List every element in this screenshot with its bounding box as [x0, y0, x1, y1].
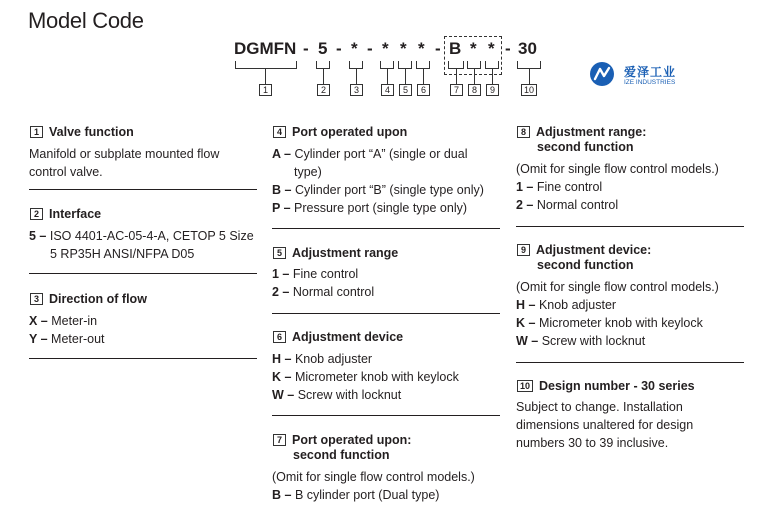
section-6-title — [273, 329, 403, 345]
section-3-title — [30, 291, 147, 307]
code-part-10: 30 — [518, 39, 537, 58]
code-part-4: * — [382, 39, 389, 58]
option-row — [272, 181, 484, 199]
section-7-title — [273, 432, 411, 448]
code-part-9: * — [488, 39, 495, 58]
option-key: K – — [516, 316, 536, 330]
code-part-7: B — [449, 39, 462, 58]
option-row — [516, 178, 602, 196]
option-row — [29, 312, 97, 330]
option-key: W – — [516, 334, 539, 348]
divider — [272, 415, 500, 416]
option-text: Knob adjuster — [294, 352, 373, 366]
option-key: B – — [272, 183, 292, 197]
section-number: 7 — [273, 434, 286, 446]
position-number: 10 — [521, 84, 537, 96]
option-row — [516, 196, 618, 214]
divider — [272, 228, 500, 229]
section-text: dimensions unaltered for design — [516, 418, 694, 432]
bracket — [467, 61, 481, 69]
section-number: 3 — [30, 293, 43, 305]
section-9-title — [517, 242, 651, 258]
option-key: 2 – — [272, 285, 290, 299]
option-text: 5 RP35H ANSI/NFPA D05 — [50, 247, 195, 261]
code-dash: - — [435, 39, 441, 58]
logo-english-name: IZE INDUSTRIES — [624, 79, 676, 86]
position-number: 4 — [381, 84, 394, 96]
option-key: X – — [29, 314, 48, 328]
bracket — [485, 61, 499, 69]
section-7-subtitle: second function — [293, 448, 390, 462]
bracket-stem — [474, 69, 475, 84]
option-row — [516, 314, 703, 332]
section-text: Subject to change. Installation — [516, 400, 683, 414]
position-number: 8 — [468, 84, 481, 96]
option-row — [29, 330, 105, 348]
option-key: 1 – — [516, 180, 534, 194]
section-title-text: Design number - 30 series — [539, 379, 695, 393]
section-number: 10 — [517, 380, 533, 392]
section-number: 4 — [273, 126, 286, 138]
option-key: Y – — [29, 332, 48, 346]
divider — [29, 273, 257, 274]
bracket — [517, 61, 541, 69]
option-text: Normal control — [536, 198, 619, 212]
bracket-stem — [456, 69, 457, 84]
section-title-text: Adjustment device — [292, 330, 404, 344]
code-dash: - — [303, 39, 309, 58]
section-title-text: Adjustment device: — [536, 243, 652, 257]
bracket-stem — [387, 69, 388, 84]
code-dash: - — [367, 39, 373, 58]
option-key: 2 – — [516, 198, 534, 212]
option-text: B cylinder port (Dual type) — [294, 488, 440, 502]
position-number: 9 — [486, 84, 499, 96]
position-number: 3 — [350, 84, 363, 96]
divider — [29, 189, 257, 190]
option-text: Screw with locknut — [541, 334, 646, 348]
option-text: Normal control — [292, 285, 375, 299]
section-title-text: Valve function — [49, 125, 134, 139]
option-key: B – — [272, 488, 292, 502]
bracket — [448, 61, 464, 69]
section-number: 8 — [517, 126, 530, 138]
code-part-3: * — [351, 39, 358, 58]
option-text: Micrometer knob with keylock — [538, 316, 703, 330]
section-title-text: Adjustment range — [292, 246, 399, 260]
section-2-title — [30, 206, 101, 222]
section-10-title — [517, 378, 695, 394]
code-part-6: * — [418, 39, 425, 58]
option-row — [272, 350, 372, 368]
position-number: 1 — [259, 84, 272, 96]
page-title: Model Code — [28, 8, 144, 33]
section-number: 1 — [30, 126, 43, 138]
option-text: Knob adjuster — [538, 298, 617, 312]
section-4-title — [273, 124, 407, 140]
company-logo-icon — [590, 62, 614, 86]
code-part-5: * — [400, 39, 407, 58]
code-dash: - — [505, 39, 511, 58]
section-note: (Omit for single flow control models.) — [272, 470, 475, 484]
bracket-stem — [529, 69, 530, 84]
code-prefix: DGMFN — [234, 39, 297, 58]
section-5-title — [273, 245, 398, 261]
bracket-stem — [265, 69, 266, 84]
bracket-stem — [423, 69, 424, 84]
section-title-text: Port operated upon — [292, 125, 408, 139]
option-text: Micrometer knob with keylock — [294, 370, 459, 384]
section-text: Manifold or subplate mounted flow — [29, 147, 220, 161]
option-key: H – — [516, 298, 536, 312]
code-part-8: * — [470, 39, 477, 58]
option-key: W – — [272, 388, 295, 402]
option-text: Fine control — [292, 267, 359, 281]
code-dash: - — [336, 39, 342, 58]
bracket — [316, 61, 330, 69]
position-number: 6 — [417, 84, 430, 96]
option-text: Cylinder port “B” (single type only) — [294, 183, 484, 197]
section-number: 9 — [517, 244, 530, 256]
section-8-title — [517, 124, 646, 140]
option-text: Cylinder port “A” (single or dual — [294, 147, 468, 161]
option-key: A – — [272, 147, 291, 161]
section-text: numbers 30 to 39 inclusive. — [516, 436, 669, 450]
option-row — [272, 386, 401, 404]
divider — [516, 226, 744, 227]
bracket — [398, 61, 412, 69]
code-part-2: 5 — [318, 39, 328, 58]
option-text: Meter-out — [51, 332, 105, 346]
position-number: 5 — [399, 84, 412, 96]
option-row — [272, 283, 374, 301]
logo-chinese-name: 爱泽工业 — [624, 65, 677, 79]
option-row — [272, 199, 467, 217]
bracket — [349, 61, 363, 69]
divider — [29, 358, 257, 359]
second-function-box — [444, 36, 502, 75]
option-text: Fine control — [536, 180, 603, 194]
option-row — [272, 486, 439, 504]
bracket-stem — [356, 69, 357, 84]
section-8-subtitle: second function — [537, 140, 634, 154]
section-note: (Omit for single flow control models.) — [516, 162, 719, 176]
option-row — [516, 296, 616, 314]
option-key: 1 – — [272, 267, 290, 281]
section-note: (Omit for single flow control models.) — [516, 280, 719, 294]
bracket — [235, 61, 297, 69]
option-row — [272, 265, 358, 283]
section-title-text: Port operated upon: — [292, 433, 412, 447]
option-row — [272, 145, 467, 163]
option-row — [29, 227, 254, 245]
logo-mark-icon — [590, 62, 614, 86]
position-number: 2 — [317, 84, 330, 96]
divider — [272, 313, 500, 314]
position-number: 7 — [450, 84, 463, 96]
option-text: Screw with locknut — [297, 388, 402, 402]
section-9-subtitle: second function — [537, 258, 634, 272]
option-text: Pressure port (single type only) — [294, 201, 468, 215]
option-text: type) — [294, 165, 322, 179]
option-key: H – — [272, 352, 292, 366]
section-text: control valve. — [29, 165, 103, 179]
section-number: 2 — [30, 208, 43, 220]
option-text: ISO 4401-AC-05-4-A, CETOP 5 Size — [49, 229, 254, 243]
section-1-title — [30, 124, 134, 140]
section-title-text: Adjustment range: — [536, 125, 647, 139]
bracket-stem — [405, 69, 406, 84]
section-title-text: Direction of flow — [49, 292, 147, 306]
option-key: K – — [272, 370, 292, 384]
option-key: P – — [272, 201, 291, 215]
bracket — [416, 61, 430, 69]
divider — [516, 362, 744, 363]
bracket-stem — [323, 69, 324, 84]
section-title-text: Interface — [49, 207, 102, 221]
bracket-stem — [492, 69, 493, 84]
option-row — [516, 332, 645, 350]
option-row — [272, 368, 459, 386]
option-key: 5 – — [29, 229, 47, 243]
section-number: 6 — [273, 331, 286, 343]
section-number: 5 — [273, 247, 286, 259]
option-text: Meter-in — [51, 314, 98, 328]
bracket — [380, 61, 394, 69]
